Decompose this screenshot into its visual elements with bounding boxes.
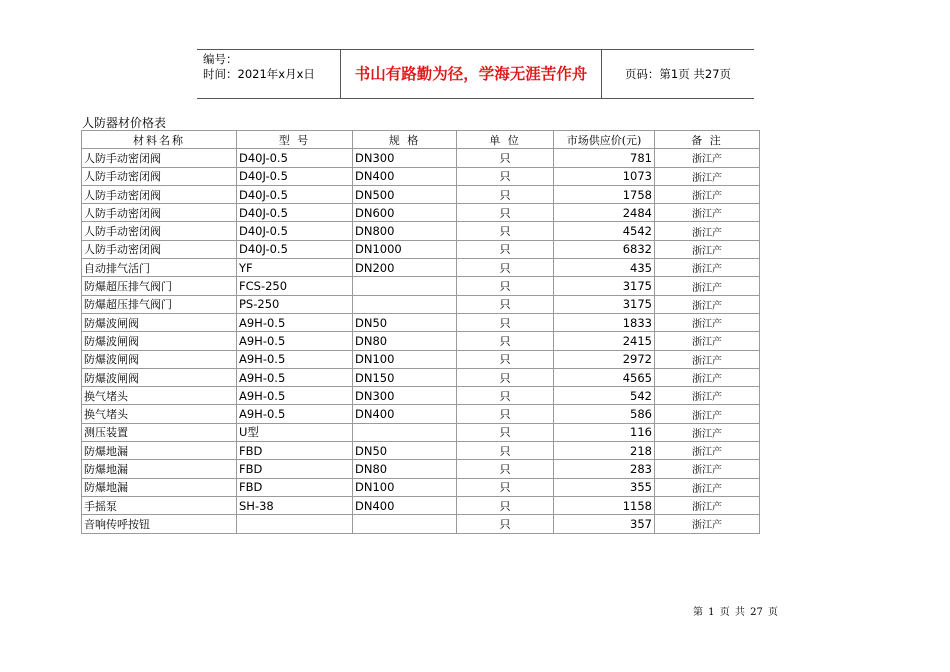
unit-cell: 只	[457, 496, 554, 514]
spec-cell: DN100	[353, 478, 457, 496]
note-cell: 浙江产	[655, 496, 760, 514]
material-name-cell: 防爆波闸阀	[82, 350, 237, 368]
table-row	[82, 259, 760, 277]
table-row	[82, 368, 760, 386]
model-cell: D40J-0.5	[237, 204, 353, 222]
note-cell: 浙江产	[655, 350, 760, 368]
material-name-cell: 防爆波闸阀	[82, 332, 237, 350]
spec-cell	[353, 515, 457, 533]
table-row	[82, 460, 760, 478]
price-cell: 1073	[554, 167, 655, 185]
spec-cell: DN50	[353, 313, 457, 331]
model-cell: SH-38	[237, 496, 353, 514]
model-cell: U型	[237, 423, 353, 441]
note-cell: 浙江产	[655, 387, 760, 405]
price-cell: 1758	[554, 185, 655, 203]
column-header-name: 材料名称	[82, 131, 237, 149]
model-cell: D40J-0.5	[237, 149, 353, 167]
material-name-cell: 换气堵头	[82, 405, 237, 423]
table-row	[82, 332, 760, 350]
table-row	[82, 313, 760, 331]
note-cell: 浙江产	[655, 460, 760, 478]
table-row	[82, 515, 760, 533]
material-name-cell: 防爆地漏	[82, 478, 237, 496]
model-cell: D40J-0.5	[237, 167, 353, 185]
header-meta	[203, 52, 337, 82]
spec-cell: DN50	[353, 442, 457, 460]
note-cell: 浙江产	[655, 259, 760, 277]
material-name-cell: 人防手动密闭阀	[82, 222, 237, 240]
unit-cell: 只	[457, 442, 554, 460]
spec-cell: DN600	[353, 204, 457, 222]
material-name-cell: 音响传呼按钮	[82, 515, 237, 533]
unit-cell: 只	[457, 240, 554, 258]
material-name-cell: 人防手动密闭阀	[82, 167, 237, 185]
model-cell: YF	[237, 259, 353, 277]
material-name-cell: 防爆波闸阀	[82, 313, 237, 331]
table-row	[82, 295, 760, 313]
spec-cell: DN800	[353, 222, 457, 240]
price-cell: 1158	[554, 496, 655, 514]
material-name-cell: 手摇泵	[82, 496, 237, 514]
document-number-label: 编号：	[203, 52, 238, 66]
spec-cell: DN400	[353, 496, 457, 514]
unit-cell: 只	[457, 204, 554, 222]
price-cell: 218	[554, 442, 655, 460]
unit-cell: 只	[457, 423, 554, 441]
table-row	[82, 387, 760, 405]
material-name-cell: 防爆波闸阀	[82, 368, 237, 386]
table-row	[82, 442, 760, 460]
material-name-cell: 人防手动密闭阀	[82, 240, 237, 258]
price-cell: 1833	[554, 313, 655, 331]
material-name-cell: 人防手动密闭阀	[82, 149, 237, 167]
spec-cell: DN300	[353, 387, 457, 405]
model-cell: D40J-0.5	[237, 185, 353, 203]
header-page-code: 页码：第1页 共27页	[624, 67, 732, 81]
unit-cell: 只	[457, 185, 554, 203]
document-time-label: 时间：2021年x月x日	[203, 67, 315, 81]
note-cell: 浙江产	[655, 204, 760, 222]
table-row	[82, 240, 760, 258]
note-cell: 浙江产	[655, 515, 760, 533]
unit-cell: 只	[457, 277, 554, 295]
material-name-cell: 防爆地漏	[82, 460, 237, 478]
spec-cell: DN200	[353, 259, 457, 277]
spec-cell: DN80	[353, 460, 457, 478]
spec-cell: DN500	[353, 185, 457, 203]
table-row	[82, 350, 760, 368]
note-cell: 浙江产	[655, 222, 760, 240]
model-cell: FBD	[237, 460, 353, 478]
price-cell: 116	[554, 423, 655, 441]
table-body	[82, 149, 760, 533]
model-cell: A9H-0.5	[237, 350, 353, 368]
model-cell: FBD	[237, 442, 353, 460]
unit-cell: 只	[457, 515, 554, 533]
note-cell: 浙江产	[655, 240, 760, 258]
material-name-cell: 防爆地漏	[82, 442, 237, 460]
unit-cell: 只	[457, 167, 554, 185]
note-cell: 浙江产	[655, 332, 760, 350]
document-header	[197, 49, 754, 99]
unit-cell: 只	[457, 222, 554, 240]
note-cell: 浙江产	[655, 368, 760, 386]
price-cell: 6832	[554, 240, 655, 258]
table-row	[82, 496, 760, 514]
model-cell: A9H-0.5	[237, 405, 353, 423]
unit-cell: 只	[457, 478, 554, 496]
model-cell: FCS-250	[237, 277, 353, 295]
note-cell: 浙江产	[655, 423, 760, 441]
column-header-price: 市场供应价(元)	[554, 131, 655, 149]
price-cell: 2972	[554, 350, 655, 368]
column-header-unit: 单 位	[457, 131, 554, 149]
column-header-spec: 规 格	[353, 131, 457, 149]
note-cell: 浙江产	[655, 149, 760, 167]
model-cell: D40J-0.5	[237, 240, 353, 258]
unit-cell: 只	[457, 387, 554, 405]
price-cell: 283	[554, 460, 655, 478]
price-cell: 3175	[554, 295, 655, 313]
page-footer: 第 1 页 共 27 页	[693, 607, 778, 618]
table-row	[82, 423, 760, 441]
spec-cell	[353, 277, 457, 295]
spec-cell: DN300	[353, 149, 457, 167]
spec-cell: DN1000	[353, 240, 457, 258]
unit-cell: 只	[457, 259, 554, 277]
unit-cell: 只	[457, 350, 554, 368]
table-row	[82, 204, 760, 222]
spec-cell: DN400	[353, 167, 457, 185]
header-motto: 书山有路勤为径，学海无涯苦作舟	[354, 65, 588, 83]
table-row	[82, 478, 760, 496]
material-name-cell: 换气堵头	[82, 387, 237, 405]
spec-cell: DN100	[353, 350, 457, 368]
price-cell: 435	[554, 259, 655, 277]
unit-cell: 只	[457, 368, 554, 386]
material-name-cell: 防爆超压排气阀门	[82, 277, 237, 295]
material-name-cell: 人防手动密闭阀	[82, 204, 237, 222]
price-cell: 3175	[554, 277, 655, 295]
note-cell: 浙江产	[655, 295, 760, 313]
unit-cell: 只	[457, 295, 554, 313]
table-row	[82, 185, 760, 203]
spec-cell	[353, 295, 457, 313]
model-cell: D40J-0.5	[237, 222, 353, 240]
model-cell: A9H-0.5	[237, 368, 353, 386]
model-cell: FBD	[237, 478, 353, 496]
model-cell	[237, 515, 353, 533]
table-row	[82, 167, 760, 185]
note-cell: 浙江产	[655, 185, 760, 203]
table-row	[82, 222, 760, 240]
price-cell: 2484	[554, 204, 655, 222]
material-name-cell: 人防手动密闭阀	[82, 185, 237, 203]
price-cell: 4542	[554, 222, 655, 240]
price-cell: 4565	[554, 368, 655, 386]
note-cell: 浙江产	[655, 167, 760, 185]
price-cell: 781	[554, 149, 655, 167]
note-cell: 浙江产	[655, 277, 760, 295]
unit-cell: 只	[457, 405, 554, 423]
price-cell: 542	[554, 387, 655, 405]
material-name-cell: 测压装置	[82, 423, 237, 441]
model-cell: A9H-0.5	[237, 387, 353, 405]
price-cell: 355	[554, 478, 655, 496]
unit-cell: 只	[457, 332, 554, 350]
material-name-cell: 防爆超压排气阀门	[82, 295, 237, 313]
unit-cell: 只	[457, 460, 554, 478]
spec-cell: DN150	[353, 368, 457, 386]
note-cell: 浙江产	[655, 442, 760, 460]
note-cell: 浙江产	[655, 478, 760, 496]
spec-cell: DN80	[353, 332, 457, 350]
spec-cell	[353, 423, 457, 441]
price-table	[81, 130, 760, 534]
column-header-note: 备 注	[655, 131, 760, 149]
unit-cell: 只	[457, 313, 554, 331]
model-cell: A9H-0.5	[237, 313, 353, 331]
table-row	[82, 405, 760, 423]
table-title: 人防器材价格表	[82, 116, 167, 130]
price-cell: 357	[554, 515, 655, 533]
table-row	[82, 277, 760, 295]
note-cell: 浙江产	[655, 313, 760, 331]
unit-cell: 只	[457, 149, 554, 167]
price-cell: 586	[554, 405, 655, 423]
spec-cell: DN400	[353, 405, 457, 423]
table-row	[82, 149, 760, 167]
model-cell: A9H-0.5	[237, 332, 353, 350]
model-cell: PS-250	[237, 295, 353, 313]
table-header-row	[82, 131, 760, 149]
note-cell: 浙江产	[655, 405, 760, 423]
column-header-model: 型 号	[237, 131, 353, 149]
price-cell: 2415	[554, 332, 655, 350]
material-name-cell: 自动排气活门	[82, 259, 237, 277]
